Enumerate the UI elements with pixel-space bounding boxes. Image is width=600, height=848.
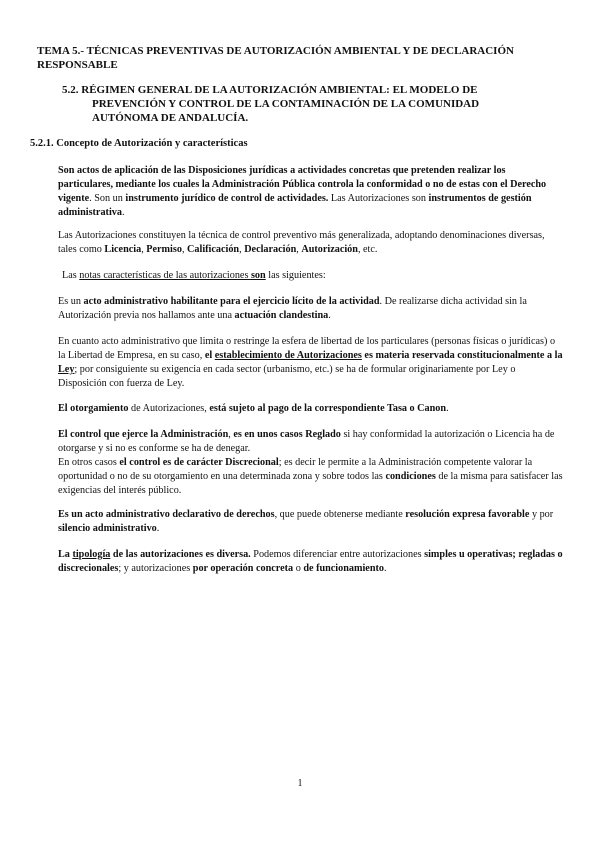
heading-line-1: 5.2. RÉGIMEN GENERAL DE LA AUTORIZACIÓN AMBIENTAL: EL MODELO DE <box>62 84 478 96</box>
paragraph-tipologia: La tipología de las autorizaciones es diversa. Podemos diferenciar entre autorizaciones simples u operativas; regladas o discrecionales; y autorizaciones por operación concreta o de funcionamiento. <box>58 549 563 574</box>
page-number: 1 <box>297 778 303 789</box>
paragraph-otorgamiento: El otorgamiento de Autorizaciones, está sujeto al pago de la correspondiente Tasa o Canon. <box>58 403 449 414</box>
heading-section-5-2-1: 5.2.1. Concepto de Autorización y características <box>30 138 248 149</box>
heading-line-3: AUTÓNOMA DE ANDALUCÍA. <box>92 112 249 124</box>
paragraph-habilitante: Es un acto administrativo habilitante para el ejercicio lícito de la actividad. De realizarse dicha actividad sin la Autorización previa nos hallamos ante una actuación clandestina. <box>58 296 527 321</box>
heading-line-2: PREVENCIÓN Y CONTROL DE LA CONTAMINACIÓN DE LA COMUNIDAD <box>92 98 480 110</box>
paragraph-reserva-ley: En cuanto acto administrativo que limita o restringe la esfera de libertad de los particulares (personas físicas o jurídicas) o la Libertad de Empresa, en su caso, el establecimiento de Autorizaciones es materia reservada constitucionalmente a la Ley; por consiguiente su exigencia en cada sector (urbanismo, etc.) se ha de formular originariamente por Ley o Disposición con fuerza de Ley. <box>58 336 563 389</box>
heading-section-5-2 <box>62 83 532 125</box>
paragraph-denominations: Las Autorizaciones constituyen la técnica de control preventivo más generalizada, adoptando denominaciones diversas, tales como Licencia, Permiso, Calificación, Declaración, Autorización, etc. <box>58 230 545 255</box>
paragraph-notes-intro: Las notas características de las autorizaciones son las siguientes: <box>62 270 326 281</box>
paragraph-control: El control que ejerce la Administración, es en unos casos Reglado si hay conformidad la autorización o Licencia ha de otorgarse y si no es conforme se ha de denegar. En otros casos el control es de carácter Discrecional; es decir le permite a la Administración competente valorar la oportunidad o no de su otorgamiento en una determinada zona y sobre todos las condiciones de la misma para satisfacer las exigencias del interés público. <box>58 429 563 496</box>
heading-tema: TEMA 5.- TÉCNICAS PREVENTIVAS DE AUTORIZACIÓN AMBIENTAL Y DE DECLARACIÓN RESPONSABLE <box>37 45 514 71</box>
paragraph-definition: Son actos de aplicación de las Disposiciones jurídicas a actividades concretas que pretenden realizar los particulares, mediante los cuales la Administración Pública controla la conformidad o no de estas con el Derecho vigente. Son un instrumento jurídico de control de actividades. Las Autorizaciones son instrumentos de gestión administrativa. <box>58 165 547 218</box>
paragraph-declarativo: Es un acto administrativo declarativo de derechos, que puede obtenerse mediante resolución expresa favorable y por silencio administrativo. <box>58 509 554 534</box>
